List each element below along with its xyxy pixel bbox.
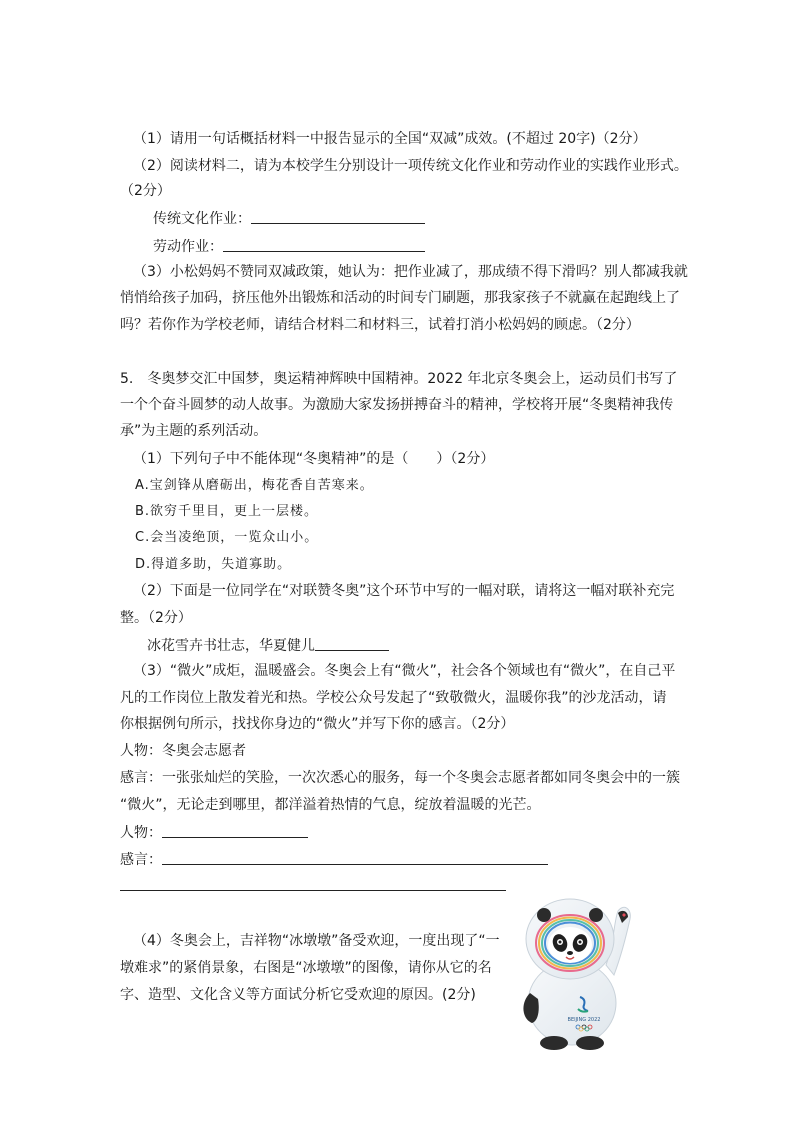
person-answer-row [120, 822, 308, 843]
q5-option-d[interactable]: D.得道多助，失道寡助。 [135, 557, 292, 572]
couplet-row [147, 635, 389, 656]
example-words-line2: “微火”，无论走到哪里，都洋溢着热情的气息，绽放着温暖的光芒。 [120, 797, 541, 813]
q5-sub4-line2: 墩难求”的紧俏景象，右图是“冰墩墩”的图像，请你从它的名 [120, 960, 492, 976]
words-label: 感言： [120, 852, 162, 868]
words-blank[interactable] [162, 849, 548, 865]
q5-intro-line2: 一个个奋斗圆梦的动人故事。为激励大家发扬拼搏奋斗的精神，学校将开展“冬奥精神我传 [120, 397, 674, 413]
q5-sub3-line2: 凡的工作岗位上散发着光和热。学校公众号发起了“致敬微火，温暖你我”的沙龙活动，请 [120, 690, 667, 706]
couplet-blank[interactable] [315, 635, 389, 651]
q4-sub3-line2: 悄悄给孩子加码，挤压他外出锻炼和活动的时间专门刷题，那我家孩子不就赢在起跑线上了 [120, 290, 680, 306]
q4-sub1: （1）请用一句话概括材料一中报告显示的全国“双减”成效。(不超过 20字)（2分） [133, 131, 647, 147]
q5-intro-line3: 承”为主题的系列活动。 [120, 423, 268, 439]
q5-intro-line1: 5. 冬奥梦交汇中国梦，奥运精神辉映中国精神。2022 年北京冬奥会上，运动员们书写了 [120, 371, 678, 387]
q5-sub3-line1: （3）“微火”成炬，温暖盛会。冬奥会上有“微火”，社会各个领域也有“微火”，在自己平 [133, 663, 676, 679]
q4-sub3-line1: （3）小松妈妈不赞同双减政策，她认为：把作业减了，那成绩不得下滑吗？别人都减我就 [133, 264, 688, 280]
q4-sub2-line2: （2分） [120, 183, 171, 199]
words-blank-line2[interactable] [120, 890, 506, 891]
q5-option-b[interactable]: B.欲穷千里目，更上一层楼。 [135, 504, 319, 519]
labor-homework-row [153, 236, 425, 257]
person-label: 人物： [120, 825, 162, 841]
traditional-homework-label: 传统文化作业： [153, 211, 251, 227]
couplet-first-half: 冰花雪卉书壮志，华夏健儿 [147, 638, 315, 654]
labor-homework-label: 劳动作业： [153, 239, 223, 255]
q5-sub4-line3: 字、造型、文化含义等方面试分析它受欢迎的原因。(2分) [120, 987, 476, 1003]
bing-dwen-dwen-mascot-image [514, 893, 634, 1051]
mascot-emblem-caption: BEIJING 2022 [567, 1017, 601, 1023]
example-person: 人物：冬奥会志愿者 [120, 743, 246, 759]
example-words-line1: 感言：一张张灿烂的笑脸，一次次悉心的服务，每一个冬奥会志愿者都如同冬奥会中的一簇 [120, 770, 680, 786]
traditional-homework-row [153, 208, 425, 229]
labor-homework-blank[interactable] [223, 236, 425, 252]
q5-option-a[interactable]: A.宝剑锋从磨砺出，梅花香自苦寒来。 [135, 478, 374, 493]
traditional-homework-blank[interactable] [251, 208, 425, 224]
q5-sub2-line1: （2）下面是一位同学在“对联赞冬奥”这个环节中写的一幅对联，请将这一幅对联补充完 [133, 583, 675, 599]
q5-option-c[interactable]: C.会当凌绝顶，一览众山小。 [135, 530, 319, 545]
q5-sub1: （1）下列句子中不能体现“冬奥精神”的是（ ）（2分） [133, 451, 495, 467]
q5-sub4-line1: （4）冬奥会上，吉祥物“冰墩墩”备受欢迎，一度出现了“一 [133, 933, 500, 949]
q4-sub3-line3: 吗？若你作为学校老师，请结合材料二和材料三，试着打消小松妈妈的顾虑。（2分） [120, 317, 640, 333]
q5-sub3-line3: 你根据例句所示，找找你身边的“微火”并写下你的感言。（2分） [120, 716, 515, 732]
words-answer-row [120, 849, 548, 870]
person-blank[interactable] [162, 822, 308, 838]
q5-sub2-line2: 整。（2分） [120, 610, 192, 626]
q4-sub2-line1: （2）阅读材料二，请为本校学生分别设计一项传统文化作业和劳动作业的实践作业形式。 [133, 158, 688, 174]
